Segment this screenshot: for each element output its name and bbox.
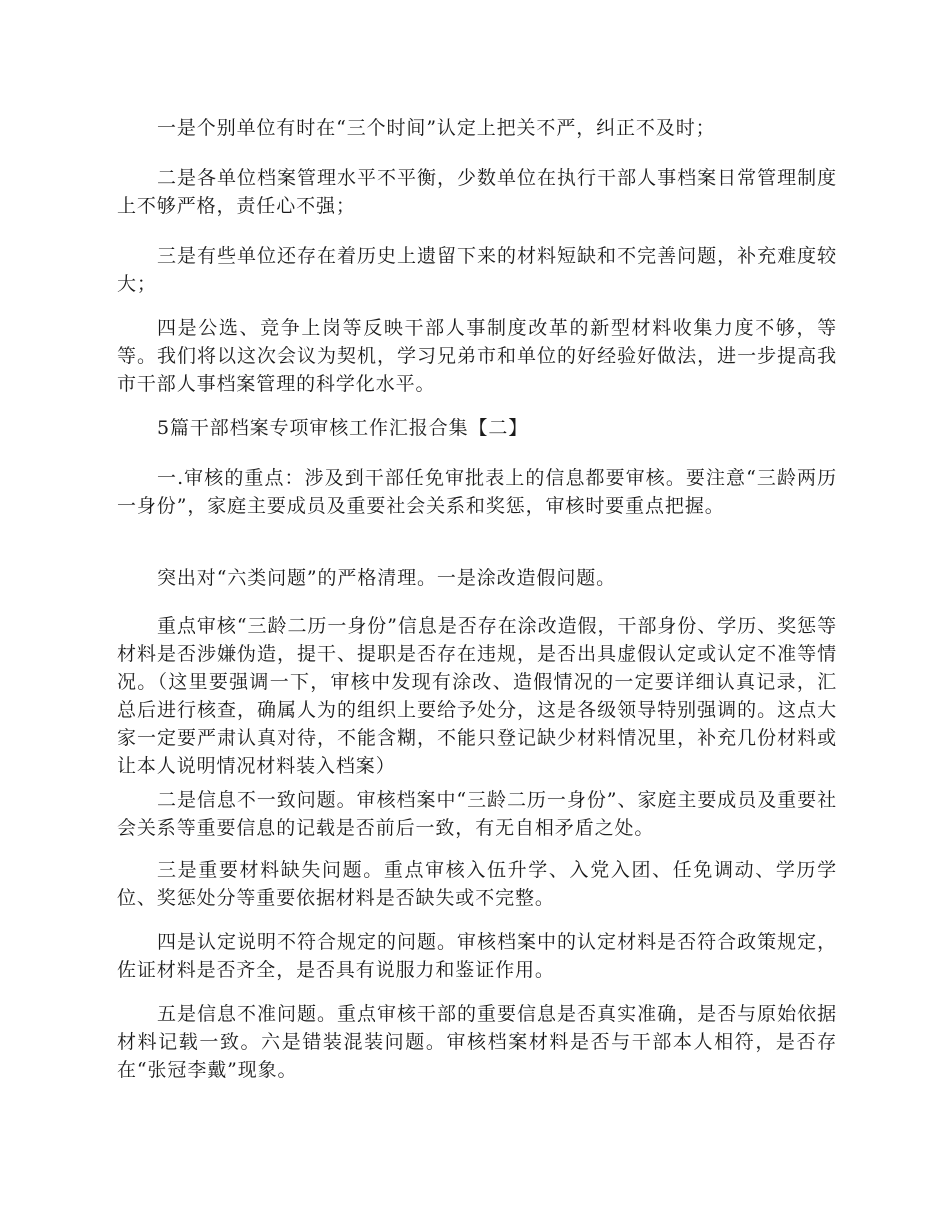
section-heading: 5篇干部档案专项审核工作汇报合集【二】 <box>157 417 529 439</box>
paragraph-7: 突出对“六类问题”的严格清理。一是涂改造假问题。 <box>157 567 617 589</box>
paragraph-9: 二是信息不一致问题。审核档案中“三龄二历一身份”、家庭主要成员及重要社会关系等重要信息的记载是否前后一致，有无自相矛盾之处。 <box>117 789 837 839</box>
paragraph-6: 一.审核的重点：涉及到干部任免审批表上的信息都要审核。要注意“三龄两历一身份”，家庭主要成员及重要社会关系和奖惩，审核时要重点把握。 <box>117 467 837 517</box>
paragraph-1: 一是个别单位有时在“三个时间”认定上把关不严，纠正不及时； <box>157 117 716 139</box>
paragraph-11: 四是认定说明不符合规定的问题。审核档案中的认定材料是否符合政策规定，佐证材料是否齐全，是否具有说服力和鉴证作用。 <box>117 931 837 981</box>
paragraph-10: 三是重要材料缺失问题。重点审核入伍升学、入党入团、任免调动、学历学位、奖惩处分等重要依据材料是否缺失或不完整。 <box>117 859 837 909</box>
paragraph-3: 三是有些单位还存在着历史上遗留下来的材料短缺和不完善问题，补充难度较大； <box>117 245 837 295</box>
paragraph-8: 重点审核“三龄二历一身份”信息是否存在涂改造假，干部身份、学历、奖惩等材料是否涉嫌伪造，提干、提职是否存在违规，是否出具虚假认定或认定不准等情况。（这里要强调一下，审核中发现有涂改、造假情况的一定要详细认真记录，汇总后进行核查，确属人为的组织上要给予处分，这是各级领导特别强调的。这点大家一定要严肃认真对待，不能含糊，不能只登记缺少材料情况里，补充几份材料或让本人说明情况材料装入档案） <box>117 615 837 777</box>
paragraph-4: 四是公选、竞争上岗等反映干部人事制度改革的新型材料收集力度不够，等等。我们将以这次会议为契机，学习兄弟市和单位的好经验好做法，进一步提高我市干部人事档案管理的科学化水平。 <box>117 317 837 395</box>
paragraph-12: 五是信息不准问题。重点审核干部的重要信息是否真实准确，是否与原始依据材料记载一致。六是错装混装问题。审核档案材料是否与干部本人相符，是否存在“张冠李戴”现象。 <box>117 1003 837 1081</box>
paragraph-2: 二是各单位档案管理水平不平衡，少数单位在执行干部人事档案日常管理制度上不够严格，责任心不强； <box>117 167 837 217</box>
